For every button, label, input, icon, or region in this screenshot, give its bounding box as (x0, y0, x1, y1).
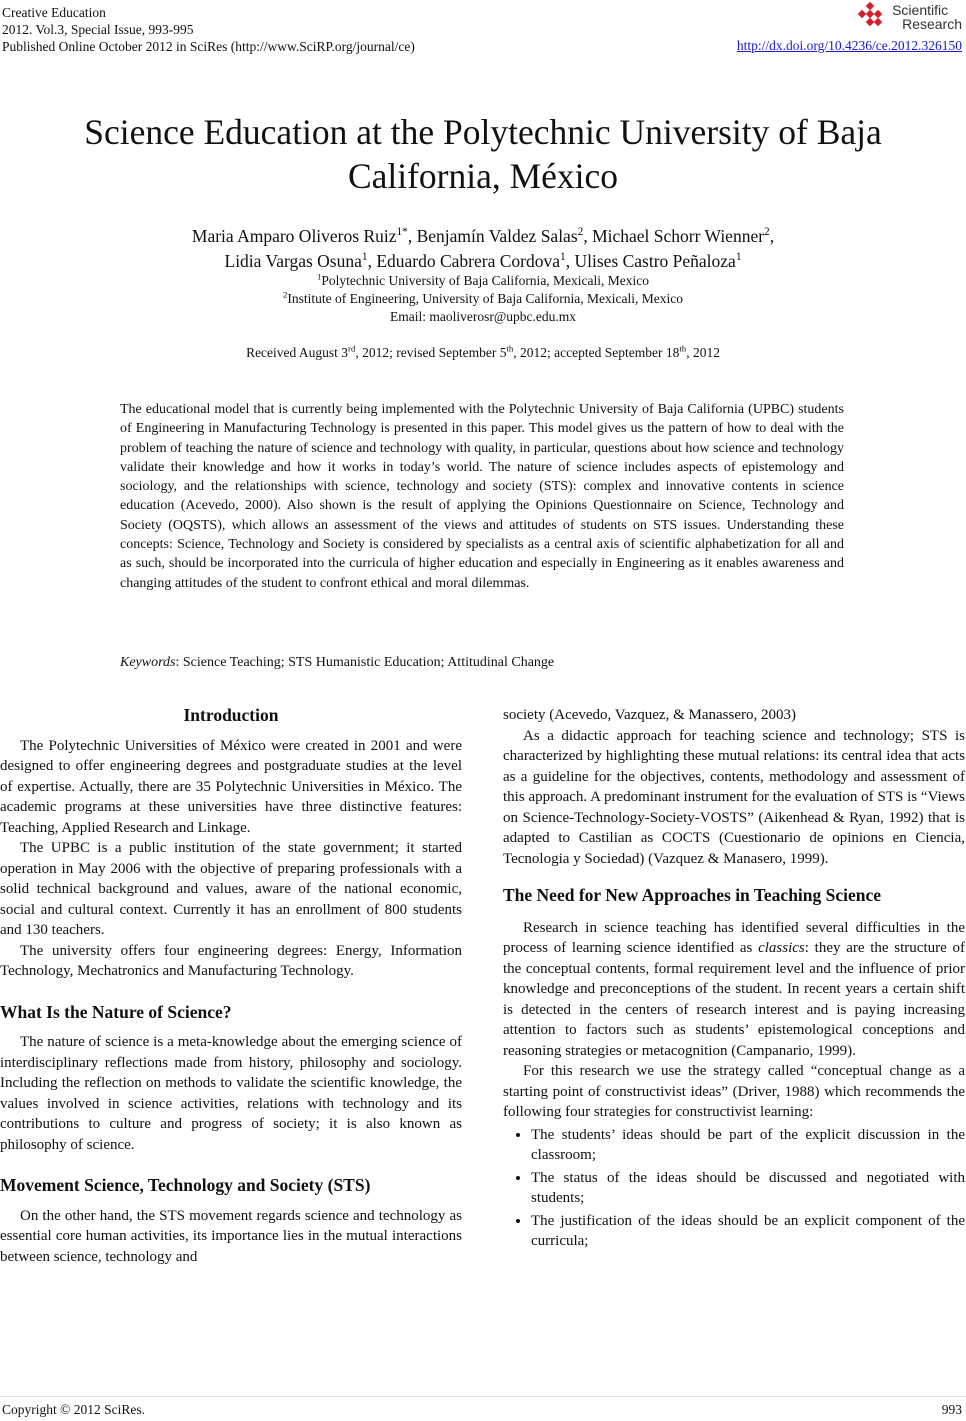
heading-introduction: Introduction (183, 705, 279, 725)
affiliation-2: Institute of Engineering, University of Baja California, Mexicali, Mexico (287, 291, 683, 306)
footer-divider (0, 1396, 966, 1397)
journal-name: Creative Education (2, 5, 106, 20)
doi-link[interactable]: http://dx.doi.org/10.4236/ce.2012.326150 (736, 38, 962, 53)
abstract: The educational model that is currently being implemented with the Polytechnic University of Baja California (UPBC) students of Engineering in Manufacturing Technology is presented in this paper. This model gives us the pattern of how to deal with the problem of teaching the nature of science and technology with quality, in particular, questions about how science and technology validate their knowledge and how it works in today’s world. The nature of science includes aspects of epistemology and sociology, and the relationships with science, technology and society (STS): complex and innovative contents in science education (Acevedo, 2000). Also shown is the result of applying the Opinions Questionnaire on Science, Technology and Society (OQSTS), which allows an assessment of the views and attitudes of students on STS issues. Understanding these concepts: Science, Technology and Society is considered by specialists as a central axis of scientific alphabetization for all and as such, should be incorporated into the curricula of higher education and especially in Engineering as it enables awareness and changing attitudes of the student to confront ethical and moral dilemmas. (120, 402, 844, 591)
page-number: 993 (941, 1402, 962, 1417)
left-column (0, 705, 462, 1267)
nature-paragraph: The nature of science is a meta-knowledge about the emerging science of interdisciplinary reflections made from history, philosophy and sociology. Including the reflection on methods to validate the scientific knowledge, the values involved in science activities, relations with technology and its contributions to culture and progress of society; it is also known as philosophy of science. (0, 1034, 462, 1153)
affiliation-1: Polytechnic University of Baja California, Mexicali, Mexico (321, 273, 650, 288)
intro-paragraph-1: The Polytechnic Universities of México were created in 2001 and were designed to offer engineering degrees and postgraduate studies at the level of expertise. Actually, there are 35 Polytechnic Universities in México. The academic programs at these universities have three distinctive features: Teaching, Applied Research and Linkage. (0, 737, 462, 836)
keywords-text: : Science Teaching; STS Humanistic Education; Attitudinal Change (175, 655, 555, 670)
list-item: • The status of the ideas should be discussed and negotiated with students; (531, 1168, 965, 1209)
keywords (120, 655, 844, 671)
affiliations: $^1$Polytechnic University of Baja California, Mexicali, Mexico $^2$Institute of Engineering, University of Baja California, Mexicali, Mexico Email: maoliverosr@upbc.edu.mx (40, 272, 926, 326)
intro-paragraph-2: The UPBC is a public institution of the state government; it started operation in May 2006 with the objective of preparing professionals with a solid technical background and values, aware of the national economic, social and cultural context. Currently it has an enrollment of 800 students and 130 teachers. (0, 840, 462, 938)
author-email: Email: maoliverosr@upbc.edu.mx (389, 309, 576, 324)
sts-paragraph: On the other hand, the STS movement regards science and technology as essential core human activities, its importance lies in the mutual interactions between science, technology and (0, 1207, 462, 1265)
right-column (503, 705, 965, 1254)
didactic-paragraph: As a didactic approach for teaching science and technology; STS is characterized by highlighting these mutual relations: its central idea that acts as a guideline for the objectives, contents, methodology and assessment of this approach. A predominant instrument for the evaluation of STS is “Views on Science-Technology-Society-VOSTS” (Aikenhead & Ryan, 1992) that is adapted to Castilian as COCTS (Cuestionario de opinions en Ciencia, Tecnologia y Sociedad) (Vazquez & Manasero, 1999). (503, 727, 965, 867)
scires-logo-text: Scientific Research (892, 2, 962, 32)
strategy-list (503, 1125, 965, 1252)
heading-new-approaches: The Need for New Approaches in Teaching Science (503, 885, 882, 905)
continued-paragraph: society (Acevedo, Vazquez, & Manassero, 2003) (503, 707, 796, 723)
heading-sts-movement: Movement Science, Technology and Society (STS) (0, 1175, 371, 1195)
need-paragraph-1: Research in science teaching has identified several difficulties in the process of learning science identified as classics: they are the structure of the conceptual contents, formal requirement level and the influence of prior knowledge and preconceptions of the student. In recent years a certain shift is detected in the centers of research interest and is paying increasing attention to factors such as students’ epistemological conceptions and reasoning strategies or metacognition (Campanario, 1999). (503, 919, 965, 1059)
journal-header (2, 4, 415, 55)
copyright: Copyright © 2012 SciRes. (2, 1402, 146, 1417)
list-item: • The students’ ideas should be part of the explicit discussion in the classroom; (531, 1125, 965, 1166)
keywords-label: Keywords (120, 655, 176, 670)
author-list: Maria Amparo Oliveros Ruiz$^{1*}$, Benjamín Valdez Salas$^2$, Michael Schorr Wienner$^2$, Lidia Vargas Osuna$^1$, Eduardo Cabrera Cordova$^1$, Ulises Castro Peñaloza$^1$ (191, 226, 775, 271)
journal-published: Published Online October 2012 in SciRes (http://www.SciRP.org/journal/ce) (2, 39, 415, 54)
journal-volume: 2012. Vol.3, Special Issue, 993-995 (2, 22, 194, 37)
need-paragraph-2: For this research we use the strategy called “conceptual change as a starting point of constructivist ideas” (Driver, 1988) which recommends the following four strategies for constructivist learning: (503, 1063, 965, 1120)
received-dates: Received August 3rd, 2012; revised September 5th, 2012; accepted September 18th, 2012 (246, 343, 720, 360)
list-item: • The justification of the ideas should be an explicit component of the curricula; (531, 1211, 965, 1252)
heading-nature-of-science: What Is the Nature of Science? (0, 1001, 232, 1022)
paper-title: Science Education at the Polytechnic University of Baja California, México (84, 112, 882, 196)
scires-logo-icon (854, 2, 888, 32)
intro-paragraph-3: The university offers four engineering degrees: Energy, Information Technology, Mechatronics and Manufacturing Technology. (0, 942, 462, 979)
scires-logo (854, 2, 962, 32)
